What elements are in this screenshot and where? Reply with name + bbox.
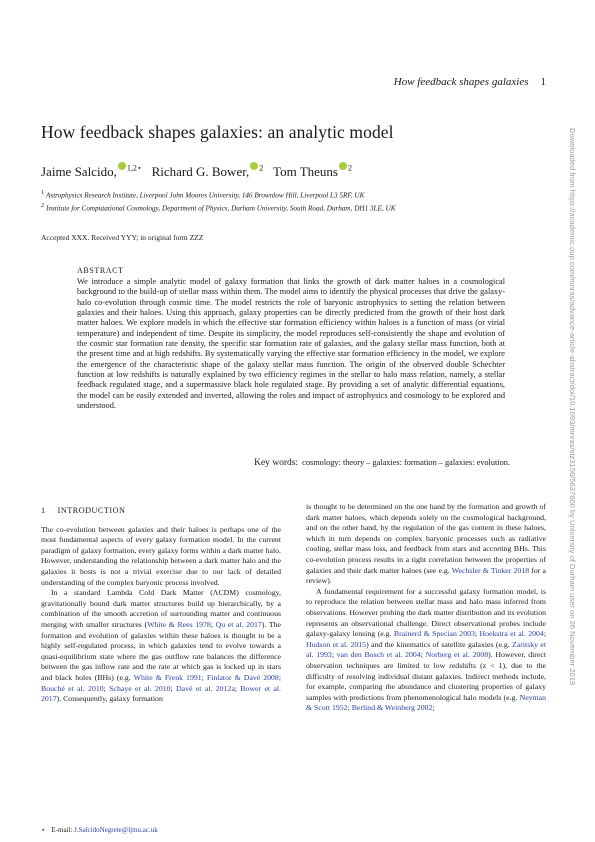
separator: ; [420,650,426,660]
separator: ; [201,672,207,682]
citation-link[interactable]: Qu et al. 2017 [215,619,262,629]
abstract-text: We introduce a simple analytic model of galaxy formation that links the growth of dark matter haloes in a cosmological background to the build-up of stellar mass within them. The model aims to identify the physical processes that drive the galaxy-halo co-evolution through cosmic time. The model restricts the role of baryonic astrophysics to setting the relation between galaxies and their haloes. Using this approach, galaxy properties can be directly predicted from the growth of their host dark matter haloes. We explore models in which the effective star formation efficiency within haloes is a function of mass (or virial temperature) and independent of time. Despite its simplicity, the model reproduces self-consistently the shape and evolution of the cosmic star formation rate density, the specific star formation rate of galaxies, and the galaxy stellar mass function, both at the present time and at high redshifts. By systematically varying the effective star formation efficiency in the model, we explore the emergence of the characteristic shape of the galaxy stellar mass function. The origin of the observed double Schechter function at low redshifts is naturally explained by two efficiency regimes in the stellar to halo mass relation, namely, a stellar feedback regulated stage, and a supermassive black hole regulated stage. By providing a set of analytic differential equations, the model can be easily extended and inverted, allowing the roles and impact of astrophysics and cosmology to be explored and understood. [77,277,505,411]
author-name: Jaime Salcido, [41,164,117,179]
citation-link[interactable]: Berlind & Weinberg 2002 [351,703,433,713]
separator: ; [331,650,337,660]
citation-link[interactable]: Schaye et al. 2010 [109,683,171,693]
separator: ; [210,619,216,629]
citation-link[interactable]: Zaritsky et al. 1993 [306,639,546,660]
citation-link[interactable]: Bouché et al. 2010 [41,683,104,693]
author-affil-marker: 2 [347,163,352,173]
text-run: ) and the kinematics of satellite galaxies (e.g. [366,639,513,649]
paragraph [41,588,281,705]
citation-link[interactable]: van den Bosch et al. 2004 [336,650,421,660]
orcid-icon[interactable] [118,162,126,170]
orcid-icon[interactable] [250,162,258,170]
citation-link[interactable]: Neyman & Scott 1952 [306,692,546,713]
keywords-label: Key words: [254,458,299,468]
affiliation-line [41,188,396,201]
text-run: for a review). [306,565,547,586]
accepted-line: Accepted XXX. Received YYY; in original form ZZZ [41,233,204,242]
author-name: Richard G. Bower, [151,164,250,179]
paragraph: The co-evolution between galaxies and their haloes is perhaps one of the most fundamental aspects of every galaxy formation model. In the current paradigm of galaxy formation, every galaxy forms within a dark matter halo. However, understanding the relationship between a dark matter halo and the galaxies it hosts is not a trivial exercise due to our lack of detailed understanding of the complex baryonic process involved. [41,524,281,587]
separator: ; [474,629,480,639]
text-run: ; [432,703,435,713]
separator: ; [278,672,281,682]
affiliations [41,188,396,215]
footnote-marker: ⋆ [41,826,46,834]
paragraph [306,587,546,714]
citation-link[interactable]: White & Frenk 1991 [133,672,202,682]
text-run: is thought to be determined on the one hand by the formation and growth of dark matter haloes, which depends solely on the cosmological background, and on the other hand, by the regulation of the gas content in these haloes, which in turn depends on complex baryonic processes such as radiative cooling, stellar mass loss, and feedback from stars and accreting BHs. This co-evolution process results in a tight correlation between the properties of galaxies and their dark matter haloes (see e.g. [306,502,546,575]
abstract-heading: ABSTRACT [77,266,124,275]
separator: ; [234,683,241,693]
text-run: A fundamental requirement for a successful galaxy formation model, is to reproduce the relation between stellar mass and halo mass inferred from observations. However probing the dark matter distribution and its evolution represents an observational challenge. Direct observational probes include galaxy-galaxy lensing (e.g. [306,586,546,639]
running-head-title: How feedback shapes galaxies [393,76,529,88]
paper-title: How feedback shapes galaxies: an analytic model [41,122,394,142]
left-column [41,506,281,705]
separator: ; [347,703,352,713]
citation-link[interactable]: White & Rees 1978 [147,619,211,629]
affiliation-number: 1 [41,190,44,196]
separator: ; [543,629,546,639]
author-affil-marker: 2 [259,163,264,173]
keywords-text: cosmology: theory – galaxies: formation – galaxies: evolution. [302,458,510,467]
affiliation-text: Astrophysics Research Institute, Liverpool John Moores University, 146 Brownlow Hill, Liverpool L3 5RF, UK [46,191,365,200]
separator: ; [170,683,177,693]
citation-link[interactable]: Bower et al. 2017 [41,683,281,704]
download-stamp: Downloaded from https://academic.oup.com/mnras/advance-article-abstract/doi/10.1093/mnras/stz3156/5637600 by University of Durham user on 26 November 2019 [568,128,577,686]
citation-link[interactable]: Brainerd & Specian 2003 [393,629,475,639]
text-run: ). Consequently, galaxy formation [56,694,163,704]
citation-link[interactable]: Wechsler & Tinker 2018 [451,565,530,575]
section-title: INTRODUCTION [57,506,126,515]
author-affil-marker: 1,2⋆ [126,163,142,173]
citation-link[interactable]: Davé et al. 2012a [176,683,235,693]
running-head [300,76,546,88]
citation-link[interactable]: Hudson et al. 2015 [306,639,367,649]
footnote-label: E-mail: [51,826,73,834]
author-name: Tom Theuns [273,164,338,179]
separator: ; [103,683,110,693]
author-list [41,162,352,180]
keywords [170,458,510,468]
affiliation-number: 2 [41,203,44,210]
paragraph [306,502,546,587]
text-run: In a standard Lambda Cold Dark Matter (ΛCDM) cosmology, gravitationally bound dark matter structures build up hierarchically, by a combination of the smooth accretion of surrounding matter and continuous merging with smaller structures ( [41,588,281,629]
section-heading [41,506,281,517]
section-number: 1 [41,506,46,515]
citation-link[interactable]: Finlator & Davé 2008 [206,672,279,682]
text-run: ). The formation and evolution of galaxies within these haloes is thought to be a highly self-regulated process, in which galaxies tend to evolve towards a quasi-equilibrium state where the gas outflow rate balances the difference between the gas inflow rate and the rate at which gas is locked up in stars and black holes (BHs) (e.g. [41,619,281,682]
right-column [306,502,546,714]
text-run: ). However, direct observation techniques are limited to low redshifts (z < 1), due to the difficulty of resolving individual distant galaxies. Indirect methods include, for example, comparing the abundance and clustering properties of galaxy samples with predictions from phenomenological halo models (e.g. [306,650,546,702]
affiliation-text: Institute for Computational Cosmology, Department of Physics, Durham University, South Road, Durham, DH1 3LE, UK [46,204,396,213]
abstract [77,266,505,411]
email-link[interactable]: J.SalcidoNegrete@ljmu.ac.uk [74,826,158,834]
orcid-icon[interactable] [339,162,347,170]
footnote [41,826,158,834]
citation-link[interactable]: Norberg et al. 2008 [425,650,489,660]
citation-link[interactable]: Hoekstra et al. 2004 [479,629,544,639]
page-number: 1 [540,76,546,88]
affiliation-line [41,201,396,214]
